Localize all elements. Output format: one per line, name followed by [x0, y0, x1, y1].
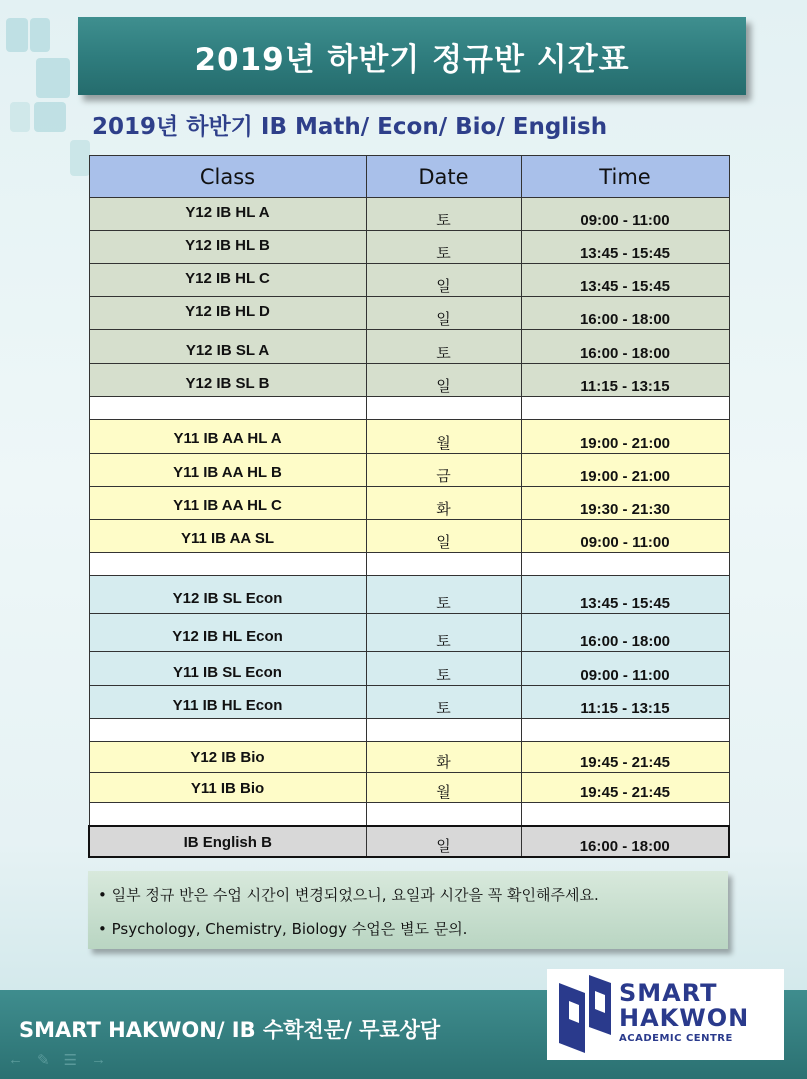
slide-nav [8, 1051, 106, 1069]
day-cell: 토 [366, 330, 521, 364]
table-row [89, 773, 729, 803]
day-cell: 토 [366, 198, 521, 231]
logo-line-1: SMART [619, 979, 718, 1007]
decor-square [34, 102, 66, 132]
menu-icon[interactable]: ☰ [63, 1052, 78, 1069]
footer-text: SMART HAKWON/ IB 수학전문/ 무료상담 [19, 1018, 441, 1042]
class-cell: Y12 IB SL A [89, 330, 366, 364]
logo-line-3: ACADEMIC CENTRE [619, 1033, 733, 1044]
day-cell: 화 [366, 487, 521, 520]
table-row [89, 652, 729, 686]
class-cell: Y11 IB AA HL B [89, 454, 366, 487]
logo-line-2: HAKWON [619, 1004, 750, 1032]
class-cell: Y12 IB HL A [89, 198, 366, 231]
forward-arrow-icon[interactable]: → [91, 1051, 107, 1068]
table-row [89, 231, 729, 264]
time-cell: 16:00 - 18:00 [521, 614, 729, 652]
class-cell: Y12 IB Bio [89, 742, 366, 773]
class-cell: Y11 IB HL Econ [89, 686, 366, 719]
notes-box [88, 871, 728, 949]
table-row [89, 576, 729, 614]
time-cell: 16:00 - 18:00 [521, 826, 729, 857]
decor-square [30, 18, 50, 52]
decor-square [6, 18, 28, 52]
day-cell: 금 [366, 454, 521, 487]
time-cell: 19:00 - 21:00 [521, 454, 729, 487]
day-cell: 토 [366, 652, 521, 686]
day-cell: 월 [366, 420, 521, 454]
table-row [89, 686, 729, 719]
page-title: 2019년 하반기 정규반 시간표 [78, 17, 746, 95]
day-cell: 화 [366, 742, 521, 773]
day-cell: 월 [366, 773, 521, 803]
note-schedule-change: • 일부 정규 반은 수업 시간이 변경되었으니, 요일과 시간을 꼭 확인해주세요. [98, 886, 599, 904]
day-cell: 일 [366, 364, 521, 397]
page-subtitle: 2019년 하반기 IB Math/ Econ/ Bio/ English [92, 114, 608, 140]
table-row [89, 364, 729, 397]
time-cell: 11:15 - 13:15 [521, 364, 729, 397]
time-cell: 16:00 - 18:00 [521, 297, 729, 330]
table-row [89, 454, 729, 487]
time-cell: 13:45 - 15:45 [521, 264, 729, 297]
day-cell: 토 [366, 576, 521, 614]
class-cell: IB English B [89, 826, 366, 857]
pen-icon[interactable]: ✎ [37, 1052, 50, 1069]
decor-square [70, 140, 90, 176]
spacer-row [89, 803, 729, 826]
day-cell: 토 [366, 614, 521, 652]
class-cell: Y12 IB HL Econ [89, 614, 366, 652]
note-other-subjects: • Psychology, Chemistry, Biology 수업은 별도 문의. [98, 920, 468, 938]
table-row [89, 330, 729, 364]
time-cell: 19:30 - 21:30 [521, 487, 729, 520]
time-cell: 09:00 - 11:00 [521, 198, 729, 231]
time-cell: 19:00 - 21:00 [521, 420, 729, 454]
table-row [89, 297, 729, 330]
table-row [89, 742, 729, 773]
time-cell: 13:45 - 15:45 [521, 231, 729, 264]
class-cell: Y12 IB SL Econ [89, 576, 366, 614]
day-cell: 일 [366, 520, 521, 553]
class-cell: Y11 IB SL Econ [89, 652, 366, 686]
table-row [89, 520, 729, 553]
day-cell: 토 [366, 231, 521, 264]
decor-square [10, 102, 30, 132]
time-cell: 13:45 - 15:45 [521, 576, 729, 614]
spacer-row [89, 553, 729, 576]
smart-hakwon-logo [547, 969, 784, 1060]
class-cell: Y11 IB AA SL [89, 520, 366, 553]
day-cell: 일 [366, 264, 521, 297]
class-cell: Y11 IB AA HL A [89, 420, 366, 454]
table-row [89, 264, 729, 297]
table-row [89, 826, 729, 857]
table-row [89, 420, 729, 454]
logo-mark-icon [555, 973, 615, 1057]
time-cell: 19:45 - 21:45 [521, 773, 729, 803]
time-cell: 16:00 - 18:00 [521, 330, 729, 364]
header-date: Date [366, 156, 521, 198]
header-time: Time [521, 156, 729, 198]
table-header-row [89, 156, 729, 198]
spacer-row [89, 397, 729, 420]
table-row [89, 487, 729, 520]
class-cell: Y11 IB Bio [89, 773, 366, 803]
header-class: Class [89, 156, 366, 198]
table-row [89, 198, 729, 231]
class-cell: Y12 IB HL B [89, 231, 366, 264]
day-cell: 토 [366, 686, 521, 719]
class-cell: Y11 IB AA HL C [89, 487, 366, 520]
day-cell: 일 [366, 297, 521, 330]
table-row [89, 614, 729, 652]
time-cell: 11:15 - 13:15 [521, 686, 729, 719]
day-cell: 일 [366, 826, 521, 857]
time-cell: 19:45 - 21:45 [521, 742, 729, 773]
class-cell: Y12 IB HL C [89, 264, 366, 297]
spacer-row [89, 719, 729, 742]
decor-square [36, 58, 70, 98]
time-cell: 09:00 - 11:00 [521, 652, 729, 686]
time-cell: 09:00 - 11:00 [521, 520, 729, 553]
back-arrow-icon[interactable]: ← [8, 1051, 23, 1068]
schedule-table [88, 155, 730, 858]
class-cell: Y12 IB SL B [89, 364, 366, 397]
class-cell: Y12 IB HL D [89, 297, 366, 330]
